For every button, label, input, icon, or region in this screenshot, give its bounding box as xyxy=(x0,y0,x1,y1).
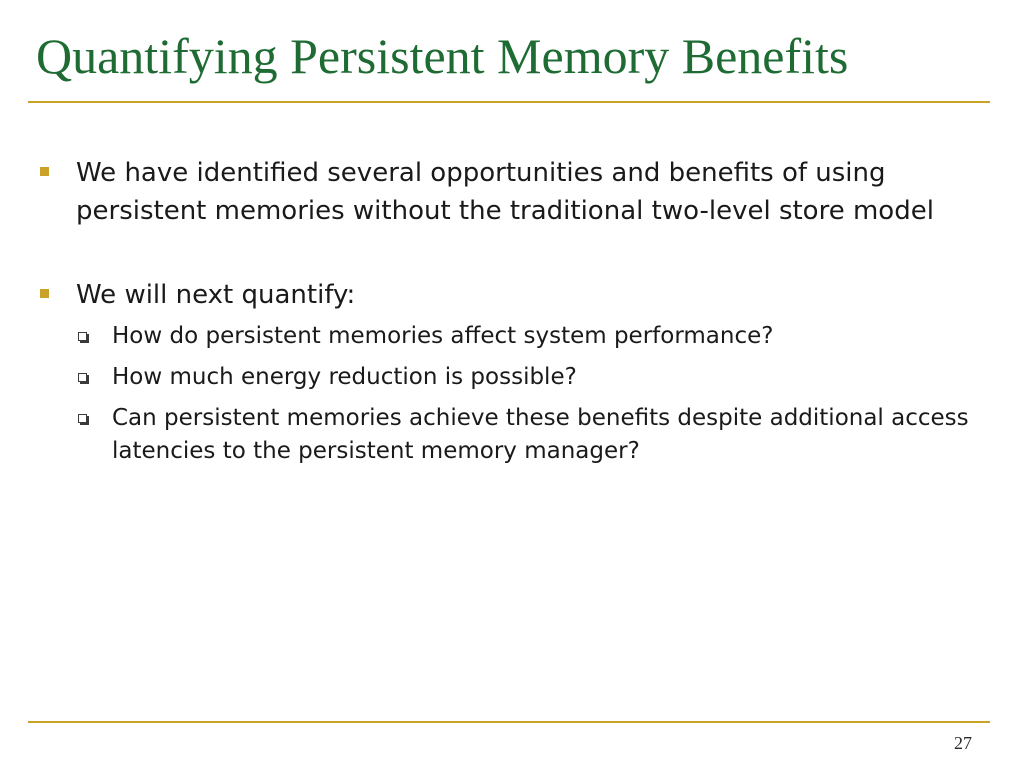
hollow-square-bullet-icon xyxy=(78,332,87,341)
filled-square-bullet-icon xyxy=(40,167,49,176)
bullet-text: We have identified several opportunities and benefits of using persistent memories without the traditional two-level store model xyxy=(76,158,934,226)
page-number: 27 xyxy=(954,733,972,753)
bullet-item xyxy=(36,276,996,468)
sub-bullet-item xyxy=(76,320,996,353)
hollow-square-bullet-icon xyxy=(78,414,87,423)
slide-content xyxy=(36,154,996,514)
slide-title: Quantifying Persistent Memory Benefits xyxy=(36,28,849,84)
bullet-text: We will next quantify: xyxy=(76,280,356,310)
filled-square-bullet-icon xyxy=(40,289,49,298)
bullet-item xyxy=(36,154,996,230)
sub-bullet-list xyxy=(76,320,996,468)
sub-bullet-item xyxy=(76,361,996,394)
title-divider xyxy=(28,101,990,103)
sub-bullet-item xyxy=(76,402,996,468)
sub-bullet-text: How much energy reduction is possible? xyxy=(112,364,577,390)
footer-divider xyxy=(28,721,990,723)
sub-bullet-text: How do persistent memories affect system performance? xyxy=(112,323,774,349)
hollow-square-bullet-icon xyxy=(78,373,87,382)
sub-bullet-text: Can persistent memories achieve these benefits despite additional access latencies to the persistent memory manager? xyxy=(112,405,969,464)
